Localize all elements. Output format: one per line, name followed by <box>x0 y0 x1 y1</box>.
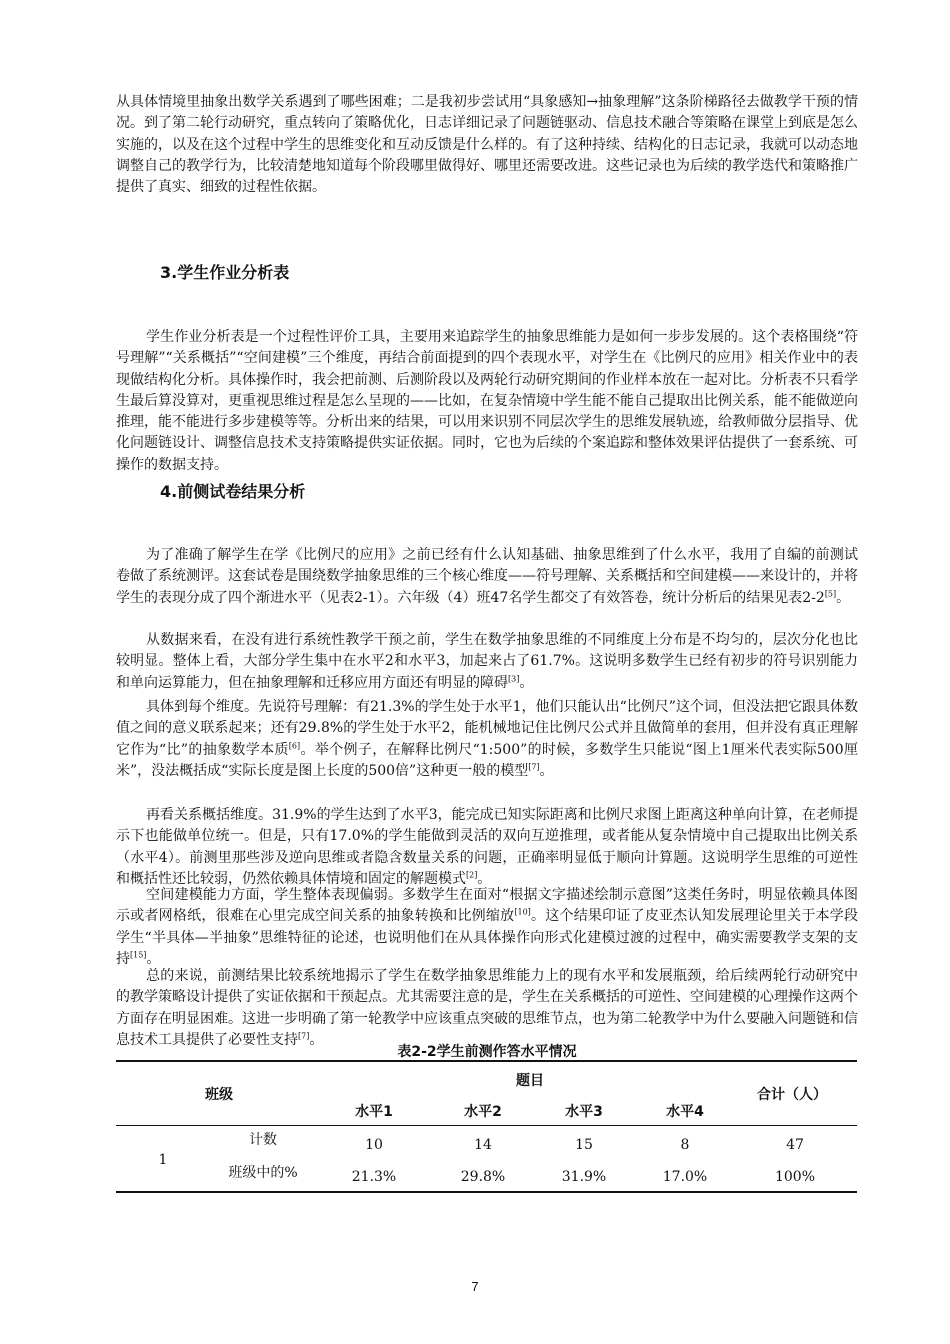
table-bottom-rule <box>116 1191 857 1193</box>
count-cell: 10 <box>365 1137 383 1153</box>
header-level: 水平2 <box>464 1104 502 1120</box>
count-cell: 14 <box>474 1137 492 1153</box>
citation: [2] <box>466 870 478 880</box>
body-paragraph: 为了准确了解学生在学《比例尺的应用》之前已经有什么认知基础、抽象思维到了什么水平，我用了自编的前测试卷做了系统测评。这套试卷是围绕数学抽象思维的三个核心维度——符号理解、关系概括和空间建模——来设计的，并将学生的表现分成了四个渐进水平（见表2-1）。六年级（4）班47名学生都交了有效答卷，统计分析后的结果见表2-2[5]。 <box>116 547 858 606</box>
header-level: 水平1 <box>355 1104 393 1120</box>
percent-total: 100% <box>774 1169 816 1185</box>
percent-cell: 31.9% <box>561 1169 607 1185</box>
body-paragraph: 从数据来看，在没有进行系统性教学干预之前，学生在数学抽象思维的不同维度上分布是不均匀的，层次分化也比较明显。整体上看，大部分学生集中在水平2和水平3，加起来占了61.7%。这说明多数学生已经有初步的符号识别能力和单向运算能力，但在抽象理解和迁移应用方面还有明显的障碍[3]。 <box>116 632 858 691</box>
table-top-rule <box>116 1060 857 1062</box>
citation: [3] <box>508 673 520 683</box>
body-paragraph: 再看关系概括维度。31.9%的学生达到了水平3，能完成已知实际距离和比例尺求图上距离这种单向计算，在老师提示下也能做单位统一。但是，只有17.0%的学生能做到灵活的双向互逆推理，或者能从复杂情境中自己提取出比例关系（水平4）。前测里那些涉及逆向思维或者隐含数量关系的问题，正确率明显低于顺向计算题。这说明学生思维的可逆性和概括性还比较弱，仍然依赖具体情境和固定的解题模式[2]。 <box>116 807 858 887</box>
table-header-rule <box>116 1125 857 1126</box>
body-paragraph: 空间建模能力方面，学生整体表现偏弱。多数学生在面对“根据文字描述绘制示意图”这类任务时，明显依赖具体图示或者网格纸，很难在心里完成空间关系的抽象转换和比例缩放[10]。这个结果印证了皮亚杰认知发展理论里关于本学段学生“半具体—半抽象”思维特征的论述，也说明他们在从具体操作向形式化建模过渡的过程中，确实需要教学支架的支持[15]。 <box>116 887 859 967</box>
count-cell: 8 <box>680 1137 690 1153</box>
row-label-count: 计数 <box>249 1132 277 1148</box>
percent-cell: 29.8% <box>460 1169 506 1185</box>
page-number: 7 <box>471 1279 479 1294</box>
percent-cell: 21.3% <box>351 1169 397 1185</box>
table-caption: 表2-2学生前测作答水平情况 <box>397 1044 577 1060</box>
section-heading: 4.前侧试卷结果分析 <box>160 482 306 501</box>
header-total: 合计（人） <box>757 1087 827 1103</box>
body-paragraph: 学生作业分析表是一个过程性评价工具，主要用来追踪学生的抽象思维能力是如何一步步发展的。这个表格围绕“符号理解”“关系概括”“空间建模”三个维度，再结合前面提到的四个表现水平，对学生在《比例尺的应用》相关作业中的表现做结构化分析。具体操作时，我会把前测、后测阶段以及两轮行动研究期间的作业样本放在一起对比。分析表不只看学生最后算没算对，更重视思维过程是怎么呈现的——比如，在复杂情境中学生能不能自己提取出比例关系，能不能做逆向推理，能不能进行多步建模等等。分析出来的结果，可以用来识别不同层次学生的思维发展轨迹，给教师做分层指导、优化问题链设计、调整信息技术支持策略提供实证依据。同时，它也为后续的个案追踪和整体效果评估提供了一套系统、可操作的数据支持。 <box>116 329 858 473</box>
body-paragraph: 从具体情境里抽象出数学关系遇到了哪些困难；二是我初步尝试用“具象感知→抽象理解”这条阶梯路径去做教学干预的情况。到了第二轮行动研究，重点转向了策略优化，日志详细记录了问题链驱动、信息技术融合等策略在课堂上到底是怎么实施的，以及在这个过程中学生的思维变化和互动反馈是什么样的。有了这种持续、结构化的日志记录，我就可以动态地调整自己的教学行为，比较清楚地知道每个阶段哪里做得好、哪里还需要改进。这些记录也为后续的教学迭代和策略推广提供了真实、细致的过程性依据。 <box>116 94 858 196</box>
count-total: 47 <box>786 1137 804 1153</box>
row-label-percent: 班级中的% <box>228 1165 298 1181</box>
citation: [7] <box>298 1031 310 1041</box>
citation: [6] <box>288 740 301 750</box>
header-level: 水平4 <box>666 1104 704 1120</box>
header-level: 水平3 <box>565 1104 603 1120</box>
section-heading: 3.学生作业分析表 <box>160 263 290 282</box>
percent-cell: 17.0% <box>662 1169 708 1185</box>
citation: [15] <box>130 950 147 960</box>
header-class: 班级 <box>205 1087 233 1103</box>
header-group: 题目 <box>516 1073 544 1089</box>
citation: [7] <box>528 762 540 772</box>
body-paragraph: 具体到每个维度。先说符号理解：有21.3%的学生处于水平1，他们只能认出“比例尺”这个词，但没法把它跟具体数值之间的意义联系起来；还有29.8%的学生处于水平2，能机械地记住比例尺公式并且做简单的套用，但并没有真正理解它作为“比”的抽象数学本质[6]。举个例子，在解释比例尺“1:500”的时候，多数学生只能说“图上1厘米代表实际500厘米”，没法概括成“实际长度是图上长度的500倍”这种更一般的模型[7]。 <box>116 699 858 779</box>
citation: [10] <box>514 907 531 917</box>
body-paragraph: 总的来说，前测结果比较系统地揭示了学生在数学抽象思维能力上的现有水平和发展瓶颈，给后续两轮行动研究中的教学策略设计提供了实证依据和干预起点。尤其需要注意的是，学生在关系概括的可逆性、空间建模的心理操作这两个方面存在明显困难。这进一步明确了第一轮教学中应该重点突破的思维节点，也为第二轮教学中为什么要融入问题链和信息技术工具提供了必要性支持[7]。 <box>116 968 858 1048</box>
citation: [5] <box>824 588 837 598</box>
count-cell: 15 <box>575 1137 593 1153</box>
class-id: 1 <box>158 1152 168 1168</box>
